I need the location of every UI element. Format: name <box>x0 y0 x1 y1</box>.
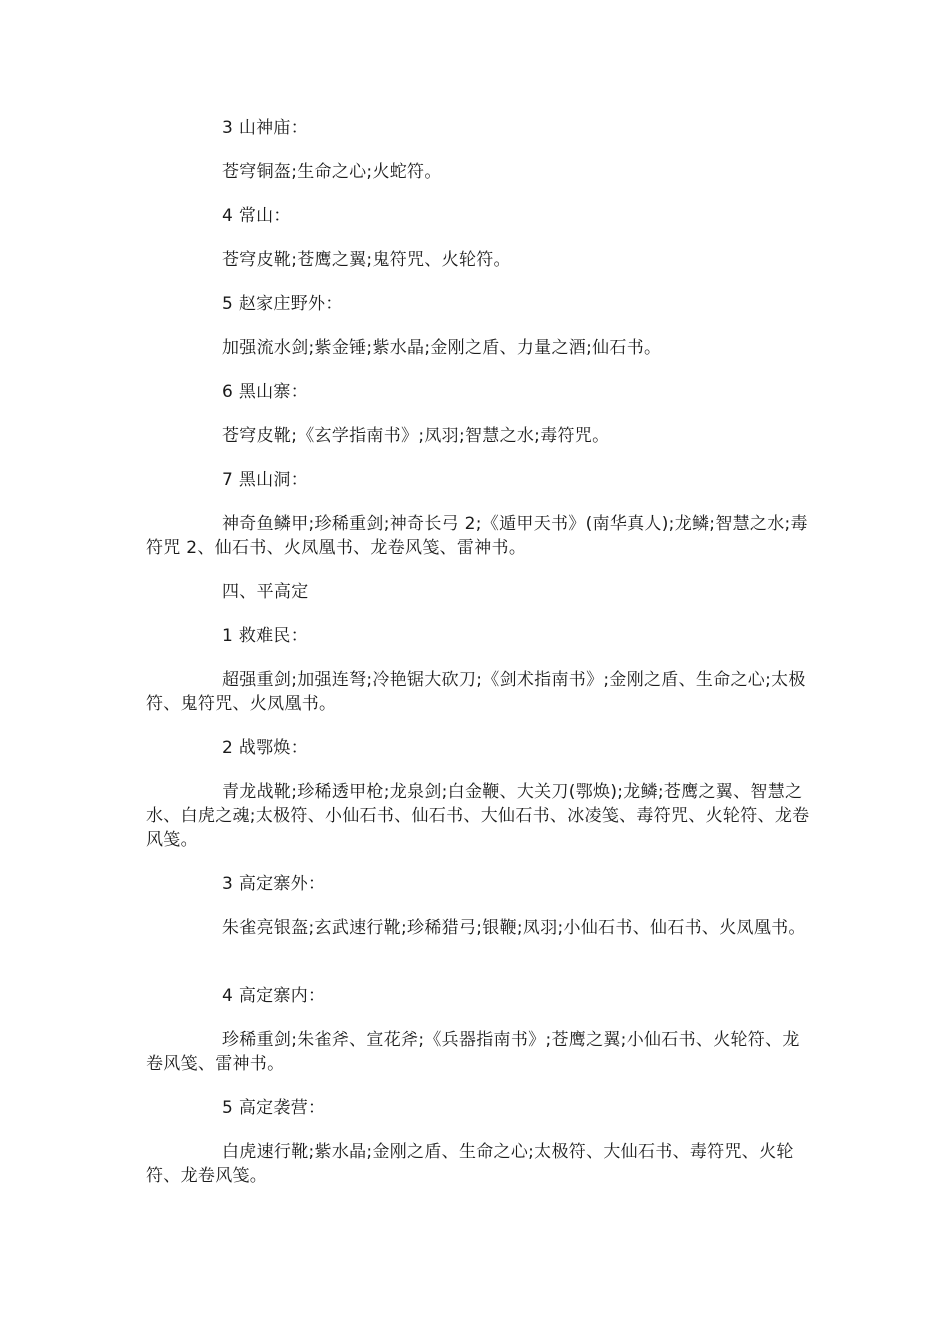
chapter-heading: 四、平高定 <box>222 582 309 602</box>
item-list: 白虎速行靴;紫水晶;金刚之盾、生命之心;太极符、大仙石书、毒符咒、火轮符、龙卷风笺。 <box>146 1142 794 1186</box>
item-list: 神奇鱼鳞甲;珍稀重剑;神奇长弓 2;《遁甲天书》(南华真人);龙鳞;智慧之水;毒符咒 2、仙石书、火凤凰书、龙卷风笺、雷神书。 <box>146 514 808 558</box>
item-list: 青龙战靴;珍稀透甲枪;龙泉剑;白金鞭、大关刀(鄂焕);龙鳞;苍鹰之翼、智慧之水、白虎之魂;太极符、小仙石书、仙石书、大仙石书、冰凌笺、毒符咒、火轮符、龙卷风笺。 <box>146 782 810 850</box>
item-list: 苍穹铜盔;生命之心;火蛇符。 <box>222 162 442 182</box>
section-heading: 1 救难民： <box>222 626 309 646</box>
item-list: 朱雀亮银盔;玄武速行靴;珍稀猎弓;银鞭;凤羽;小仙石书、仙石书、火凤凰书。 <box>222 918 806 938</box>
section-heading: 2 战鄂焕： <box>222 738 309 758</box>
section-heading: 3 山神庙： <box>222 118 309 138</box>
item-list: 珍稀重剑;朱雀斧、宣花斧;《兵器指南书》;苍鹰之翼;小仙石书、火轮符、龙卷风笺、雷神书。 <box>146 1030 800 1074</box>
item-list: 苍穹皮靴;《玄学指南书》;凤羽;智慧之水;毒符咒。 <box>222 426 610 446</box>
section-heading: 4 常山： <box>222 206 291 226</box>
section-heading: 6 黑山寨： <box>222 382 309 402</box>
section-heading: 5 赵家庄野外： <box>222 294 343 314</box>
section-heading: 3 高定寨外： <box>222 874 326 894</box>
section-heading: 7 黑山洞： <box>222 470 309 490</box>
item-list: 苍穹皮靴;苍鹰之翼;鬼符咒、火轮符。 <box>222 250 511 270</box>
section-heading: 5 高定袭营： <box>222 1098 326 1118</box>
item-list: 超强重剑;加强连弩;冷艳锯大砍刀;《剑术指南书》;金刚之盾、生命之心;太极符、鬼符咒、火凤凰书。 <box>146 670 806 714</box>
section-heading: 4 高定寨内： <box>222 986 326 1006</box>
item-list: 加强流水剑;紫金锤;紫水晶;金刚之盾、力量之酒;仙石书。 <box>222 338 662 358</box>
